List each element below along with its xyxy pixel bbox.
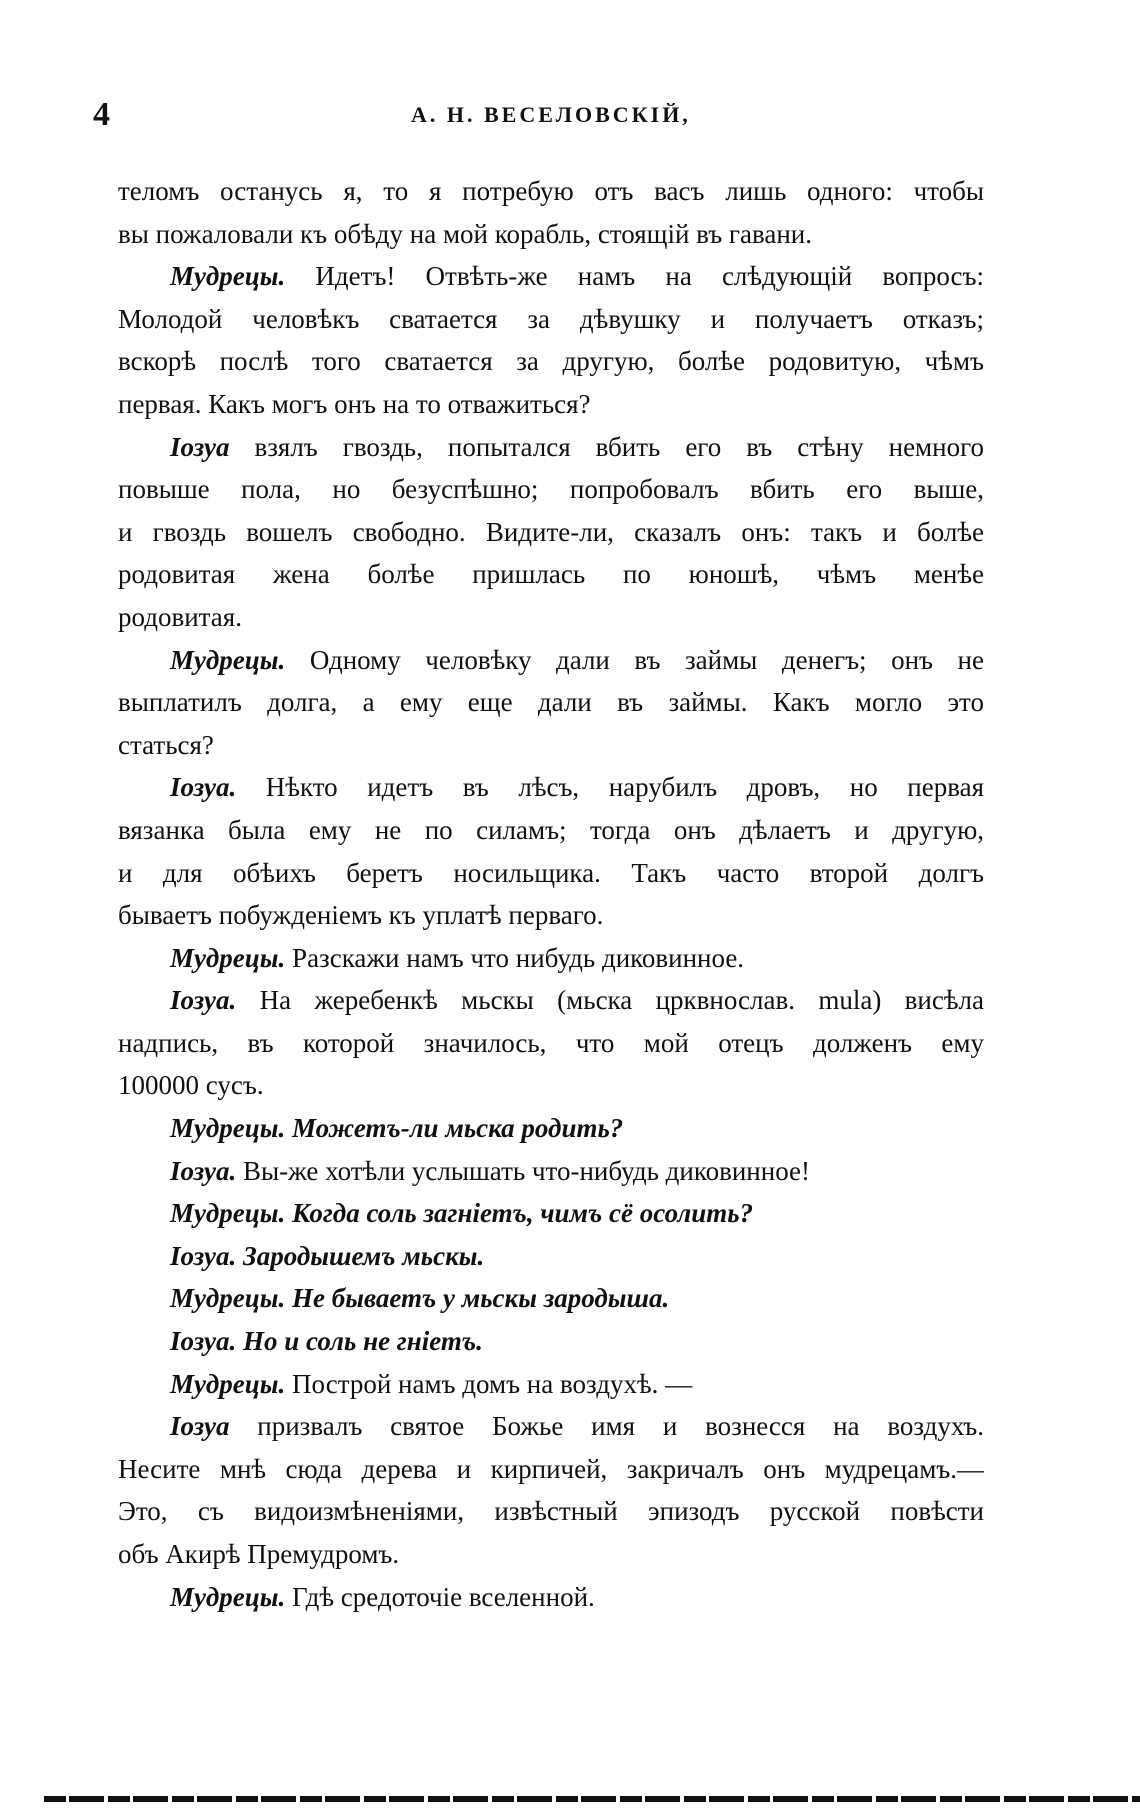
line-text: Вы-же хотѣли услышать что-нибудь диковинное! — [236, 1155, 810, 1186]
text-line — [118, 553, 984, 596]
speaker-name: Мудрецы. — [170, 1113, 286, 1144]
text-line — [118, 596, 984, 639]
text-line — [118, 468, 984, 511]
text-line — [118, 1277, 984, 1320]
speaker-name: Мудрецы. — [170, 261, 286, 292]
line-text: статься? — [118, 729, 214, 760]
line-text: и гвоздь вошелъ свободно. Видите-ли, сказалъ онъ: такъ и болѣе — [118, 516, 984, 547]
line-text: Идетъ! Отвѣть-же намъ на слѣдующій вопросъ: — [285, 261, 984, 292]
line-text: выплатилъ долга, а ему еще дали въ займы. Какъ могло это — [118, 687, 984, 718]
text-line — [118, 1576, 984, 1619]
line-text: Несите мнѣ сюда дерева и кирпичей, закричалъ онъ мудрецамъ.— — [118, 1453, 984, 1484]
line-text: Это, съ видоизмѣненіями, извѣстный эпизодъ русской повѣсти — [118, 1496, 984, 1527]
speaker-name: Мудрецы. — [170, 1283, 286, 1314]
line-text: первая. Какъ могъ онъ на то отважиться? — [118, 388, 591, 419]
italic-text: Но и соль не гніетъ. — [236, 1326, 483, 1357]
text-line — [118, 809, 984, 852]
running-head: А. Н. ВЕСЕЛОВСКІЙ, — [411, 102, 691, 127]
speaker-name: Іозуа — [170, 431, 230, 462]
text-line — [118, 1107, 984, 1150]
text-line — [118, 766, 984, 809]
text-line — [118, 724, 984, 767]
speaker-name: Іозуа. — [170, 1326, 237, 1357]
speaker-name: Мудрецы. — [170, 644, 286, 675]
text-line — [118, 1150, 984, 1193]
page-header — [93, 96, 993, 136]
line-text: родовитая. — [118, 601, 242, 632]
bottom-rule — [44, 1796, 1140, 1802]
line-text: надпись, въ которой значилось, что мой отецъ долженъ ему — [118, 1027, 984, 1058]
line-text: 100000 сусъ. — [118, 1070, 264, 1101]
text-line — [118, 383, 984, 426]
line-text: Разскажи намъ что нибудь диковинное. — [285, 942, 745, 973]
speaker-name: Іозуа. — [170, 985, 237, 1016]
line-text: и для обѣихъ беретъ носильщика. Такъ часто второй долгъ — [118, 857, 984, 888]
line-text: Молодой человѣкъ сватается за дѣвушку и получаетъ отказъ; — [118, 303, 984, 334]
line-text: повыше пола, но безуспѣшно; попробовалъ вбить его выше, — [118, 474, 984, 505]
text-line — [118, 937, 984, 980]
text-line — [118, 681, 984, 724]
text-line — [118, 1448, 984, 1491]
text-line — [118, 639, 984, 682]
text-line — [118, 894, 984, 937]
text-line — [118, 979, 984, 1022]
line-text: теломъ останусь я, то я потребую отъ васъ лишь одного: чтобы — [118, 176, 984, 206]
text-line — [118, 1320, 984, 1363]
line-text: родовитая жена болѣе пришлась по юношѣ, чѣмъ менѣе — [118, 559, 984, 590]
text-line — [118, 298, 984, 341]
speaker-name: Мудрецы. — [170, 1198, 286, 1229]
speaker-name: Мудрецы. — [170, 1581, 286, 1612]
speaker-name: Іозуа. — [170, 1240, 237, 1271]
speaker-name: Іозуа. — [170, 772, 237, 803]
line-text: Одному человѣку дали въ займы денегъ; онъ не — [285, 644, 984, 675]
text-line — [118, 1405, 984, 1448]
italic-text: Не бываетъ у мьскы зародыша. — [285, 1283, 670, 1314]
line-text: вязанка была ему не по силамъ; тогда онъ дѣлаетъ и другую, — [118, 814, 984, 845]
text-line — [118, 511, 984, 554]
text-line — [118, 1022, 984, 1065]
line-text: вскорѣ послѣ того сватается за другую, болѣе родовитую, чѣмъ — [118, 346, 984, 377]
text-line — [118, 1363, 984, 1406]
speaker-name: Іозуа. — [170, 1155, 237, 1186]
text-line — [118, 255, 984, 298]
speaker-name: Мудрецы. — [170, 942, 286, 973]
line-text: взялъ гвоздь, попытался вбить его въ стѣну немного — [229, 431, 984, 462]
line-text: призвалъ святое Божье имя и вознесся на воздухъ. — [229, 1411, 984, 1442]
text-line — [118, 1192, 984, 1235]
text-line — [118, 340, 984, 383]
italic-text: Зародышемъ мьскы. — [236, 1240, 485, 1271]
line-text: Построй намъ домъ на воздухѣ. — — [285, 1368, 693, 1399]
speaker-name: Іозуа — [170, 1411, 230, 1442]
italic-text: Можетъ-ли мьска родить? — [285, 1113, 624, 1144]
page-number: 4 — [93, 96, 110, 133]
text-line — [118, 852, 984, 895]
line-text: Гдѣ средоточіе вселенной. — [285, 1581, 595, 1612]
text-line — [118, 1533, 984, 1576]
text-line — [118, 1064, 984, 1107]
text-line — [118, 1490, 984, 1533]
text-line — [118, 426, 984, 469]
body-text — [118, 170, 984, 1618]
line-text: вы пожаловали къ обѣду на мой корабль, стоящій въ гавани. — [118, 218, 813, 249]
italic-text: Когда соль загніетъ, чимъ сё осолить? — [285, 1198, 754, 1229]
text-line — [118, 1235, 984, 1278]
line-text: бываетъ побужденіемъ къ уплатѣ перваго. — [118, 900, 604, 931]
line-text: объ Акирѣ Премудромъ. — [118, 1539, 400, 1569]
text-line — [118, 213, 984, 256]
line-text: Нѣкто идетъ въ лѣсъ, нарубилъ дровъ, но первая — [236, 772, 984, 803]
line-text: На жеребенкѣ мьскы (мьска црквнослав. mula) висѣла — [236, 985, 984, 1016]
speaker-name: Мудрецы. — [170, 1368, 286, 1399]
text-line — [118, 170, 984, 213]
